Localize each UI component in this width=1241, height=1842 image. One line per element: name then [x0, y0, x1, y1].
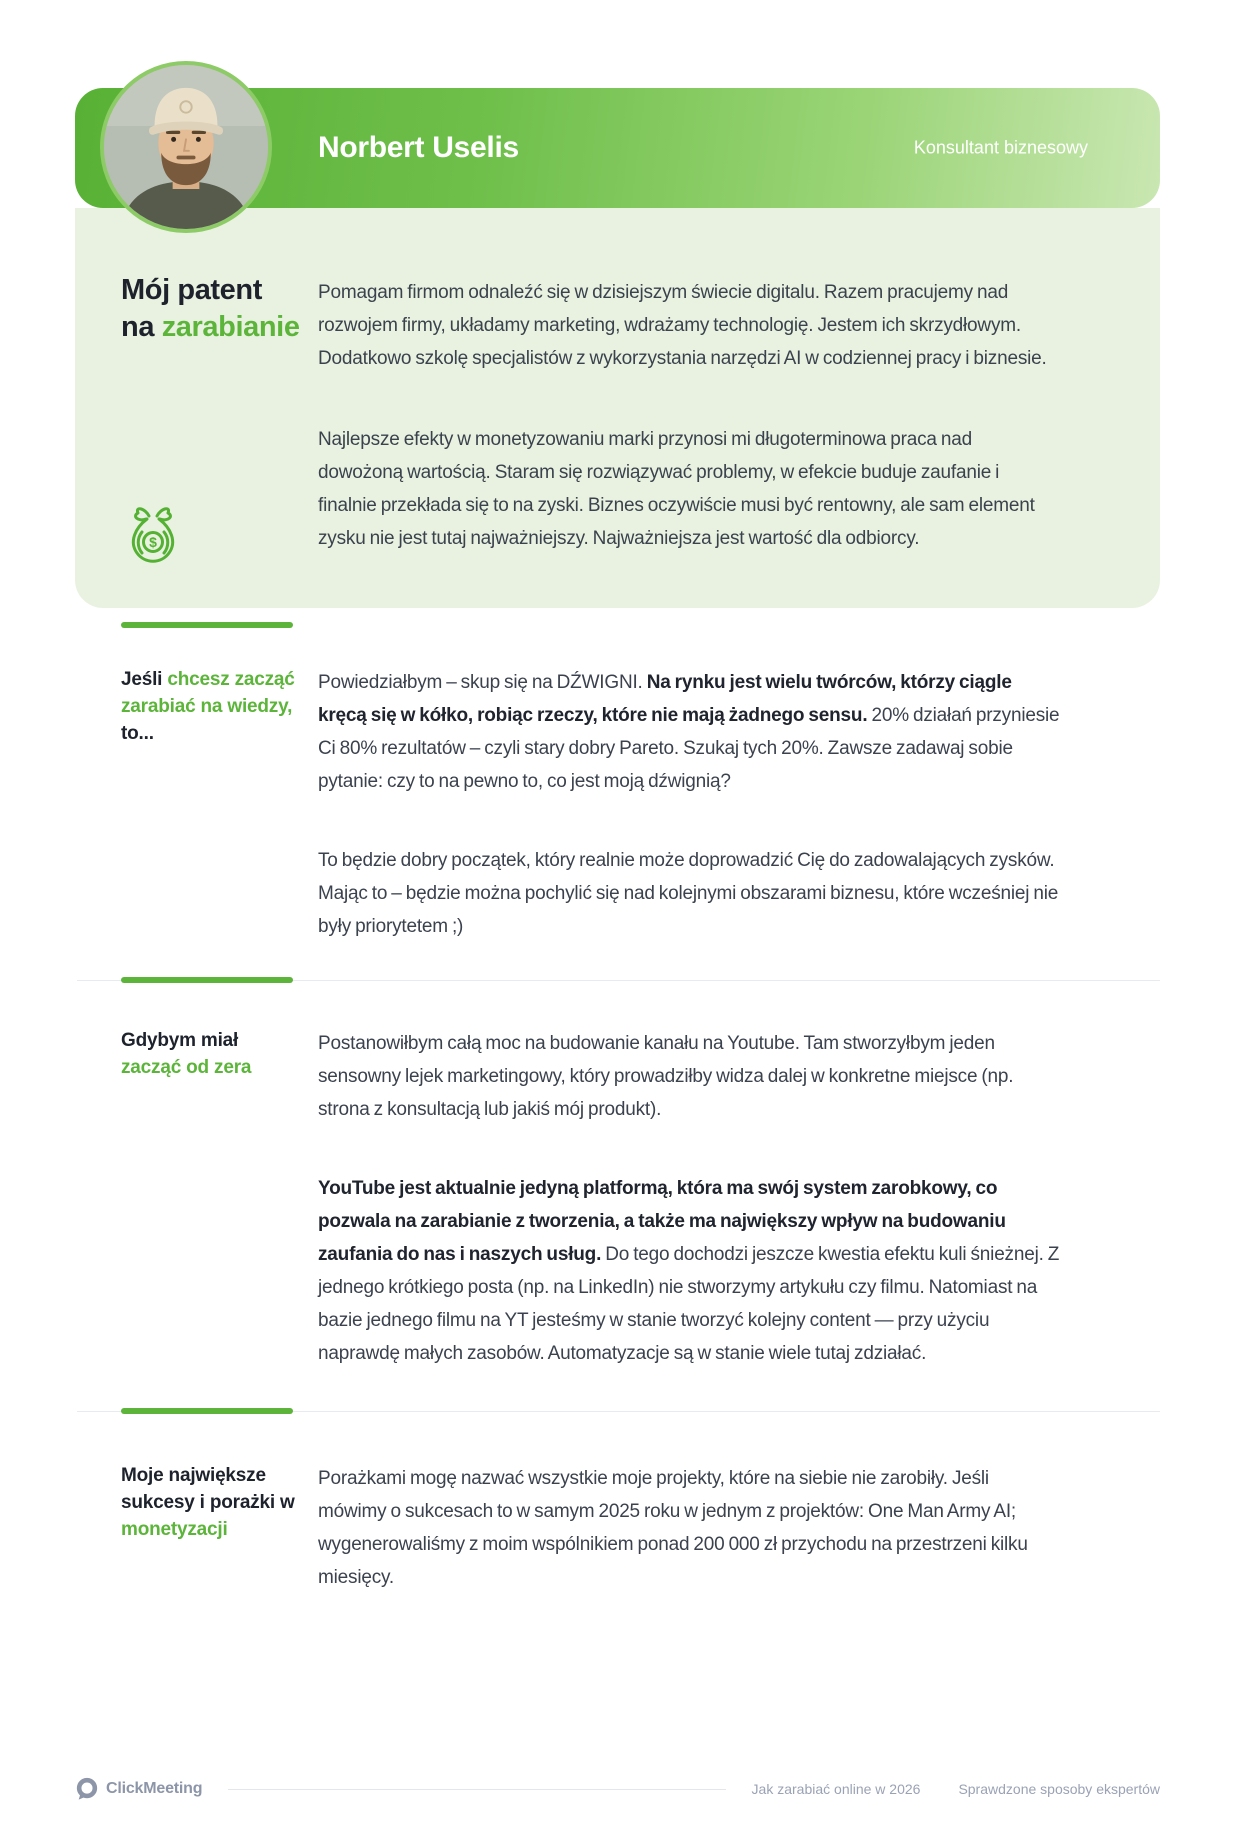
heading-accent: zacząć od zera: [121, 1057, 252, 1078]
expert-name: Norbert Uselis: [318, 131, 519, 164]
text-run-bold: YouTube jest aktualnie jedyną platformą, która ma swój system zarobkowy, co pozwala na zarabianie z tworzenia, a także ma największy wpływ na budowaniu zaufania do nas i naszych usług.: [318, 1178, 1006, 1265]
intro-paragraph-2: Najlepsze efekty w monetyzowaniu marki przynosi mi długoterminowa praca nad dowożoną wartością. Staram się rozwiązywać problemy, w efekcie buduje zaufanie i finalnie przekłada się to na zyski. Biznes oczywiście musi być rentowny, ale sam element zysku nie jest tutaj najważniejszy. Najważniejsza jest wartość dla odbiorcy.: [318, 429, 1035, 549]
intro-title-line2-accent: zarabianie: [161, 311, 300, 343]
heading-dark: Moje największe sukcesy i porażki w: [121, 1465, 295, 1513]
brand-name: ClickMeeting: [106, 1780, 203, 1797]
section-divider: [75, 622, 1160, 628]
heading-dark: Jeśli: [121, 669, 168, 690]
divider-accent-bar: [121, 622, 293, 628]
section-divider: [75, 1408, 1160, 1414]
heading-accent: chcesz zacząć zarabiać na wiedzy,: [121, 669, 295, 717]
page-footer: [75, 1774, 1160, 1804]
dollar-symbol: $: [149, 534, 157, 550]
section-start-earning-on-knowledge: [75, 666, 1160, 943]
section-divider: [75, 977, 1160, 983]
section-heading: [75, 1027, 297, 1370]
heading-accent: monetyzacji: [121, 1519, 228, 1540]
clickmeeting-logo-icon: [75, 1776, 99, 1802]
avatar: [100, 61, 272, 233]
section-paragraph: [318, 1172, 1060, 1370]
section-paragraph: Porażkami mogę nazwać wszystkie moje projekty, które na siebie nie zarobiły. Jeśli mówimy o sukcesach to w samym 2025 roku w jednym z projektów: One Man Army AI; wygenerowaliśmy z moim wspólnikiem ponad 200 000 zł przychodu na przestrzeni kilku miesięcy.: [318, 1468, 1028, 1588]
money-bag-icon: [125, 502, 181, 572]
section-heading: [75, 1462, 297, 1594]
intro-paragraph-1: Pomagam firmom odnaleźć się w dzisiejszym świecie digitalu. Razem pracujemy nad rozwojem firmy, układamy marketing, wdrażamy technologię. Jestem ich skrzydłowym. Dodatkowo szkolę specjalistów z wykorzystania narzędzi AI w codziennej pracy i biznesie.: [318, 282, 1047, 369]
section-successes-and-failures: [75, 1462, 1160, 1594]
heading-dark-suffix: to...: [121, 723, 154, 744]
footer-divider-line: [228, 1789, 725, 1790]
divider-accent-bar: [121, 977, 293, 983]
section-paragraph: [318, 666, 1060, 798]
clickmeeting-logo: [75, 1776, 202, 1802]
intro-title-line2-dark: na: [121, 311, 162, 343]
section-start-from-zero: [75, 1027, 1160, 1370]
section-paragraph: To będzie dobry początek, który realnie może doprowadzić Cię do zadowalających zysków. Mając to – będzie można pochylić się nad kolejnymi obszarami biznesu, które wcześniej nie były priorytetem ;): [318, 850, 1059, 937]
footer-doc-title: Jak zarabiać online w 2026: [751, 1781, 921, 1797]
expert-role: Konsultant biznesowy: [913, 137, 1088, 158]
document-page: [0, 88, 1241, 1842]
text-run: Do tego dochodzi jeszcze kwestia efektu kuli śnieżnej. Z jednego krótkiego posta (np. na LinkedIn) nie stworzymy artykułu czy filmu. Natomiast na bazie jednego filmu na YT jesteśmy w stanie tworzyć kolejny content — przy użyciu naprawdę małych zasobów. Automatyzacje są w stanie wiele tutaj zdziałać.: [318, 1244, 1060, 1364]
intro-title: [121, 272, 326, 346]
text-run: 20% działań przyniesie Ci 80% rezultatów – czyli stary dobry Pareto. Szukaj tych 20%. Zawsze zadawaj sobie pytanie: czy to na pewno to, co jest moją dźwignią?: [318, 705, 1060, 792]
footer-tagline: Sprawdzone sposoby ekspertów: [958, 1781, 1160, 1797]
heading-dark: Gdybym miał: [121, 1030, 239, 1051]
section-body: [318, 1462, 1160, 1594]
divider-accent-bar: [121, 1408, 293, 1414]
text-run: Powiedziałbym – skup się na DŹWIGNI.: [318, 672, 647, 693]
profile-banner: [75, 88, 1160, 208]
section-body: [318, 666, 1160, 943]
intro-card: [75, 208, 1160, 608]
intro-title-line1: Mój patent: [121, 274, 262, 306]
section-paragraph: Postanowiłbym całą moc na budowanie kanału na Youtube. Tam stworzyłbym jeden sensowny lejek marketingowy, który prowadziłby widza dalej w konkretne miejsce (np. strona z konsultacją lub jakiś mój produkt).: [318, 1033, 1014, 1120]
section-heading: [75, 666, 297, 943]
avatar-photo-icon: [104, 65, 268, 229]
section-body: [318, 1027, 1160, 1370]
text-run-bold: Na rynku jest wielu twórców, którzy ciągle kręcą się w kółko, robiąc rzeczy, które nie mają żadnego sensu.: [318, 672, 1012, 726]
